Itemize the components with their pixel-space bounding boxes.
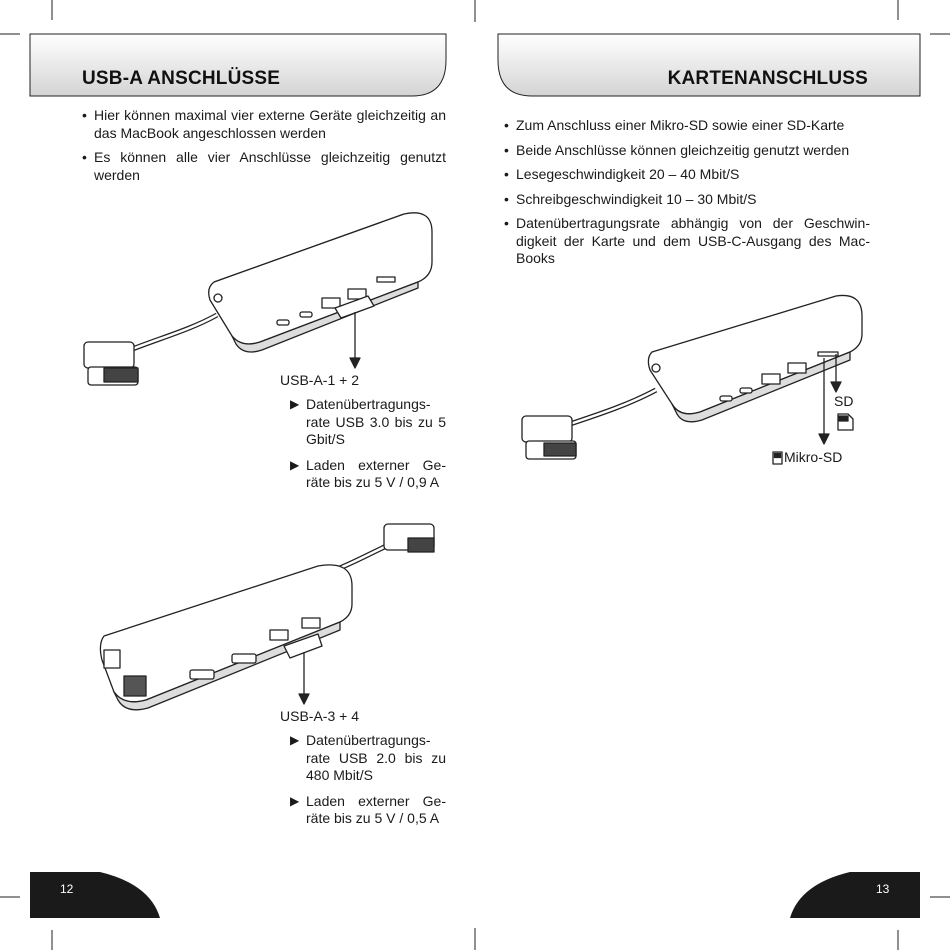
- right-footer-tab: [790, 872, 920, 918]
- right-page-heading: KARTENANSCHLUSS: [667, 68, 868, 89]
- hub-illustration-1: [84, 213, 432, 385]
- callout-1-item-1: ▶ Datenübertragungs-rate USB 3.0 bis zu 5 Gbit/S: [290, 396, 446, 447]
- hub-illustration-3: [522, 295, 862, 464]
- callout-2-item-2: ▶ Laden externer Ge-räte bis zu 5 V / 0,5 A: [290, 792, 446, 826]
- left-page-heading: USB-A ANSCHLÜSSE: [82, 68, 281, 89]
- callout-1-title: USB-A-1 + 2: [280, 372, 359, 388]
- callout-1-specs: [290, 396, 446, 500]
- right-bullet-4: • Schreibgeschwindigkeit 10 – 30 Mbit/S: [504, 191, 870, 209]
- right-bullet-3: • Lesegeschwindigkeit 20 – 40 Mbit/S: [504, 166, 870, 184]
- right-bullet-1: • Zum Anschluss einer Mikro-SD sowie einer SD-Karte: [504, 117, 870, 135]
- callout-2-title: USB-A-3 + 4: [280, 708, 359, 724]
- left-bullet-1: • Hier können maximal vier externe Geräte gleichzeitig an das MacBook angeschlossen werden: [82, 107, 446, 142]
- left-footer-tab: [30, 872, 160, 918]
- triangle-bullet-icon: ▶: [290, 397, 300, 411]
- right-bullet-5: • Datenübertragungsrate abhängig von der Geschwin-digkeit der Karte und dem USB-C-Ausgang des Mac-Books: [504, 215, 870, 268]
- left-bullet-2: • Es können alle vier Anschlüsse gleichzeitig genutzt werden: [82, 149, 446, 184]
- callout-2-item-1: ▶ Datenübertragungs-rate USB 2.0 bis zu 480 Mbit/S: [290, 732, 446, 783]
- triangle-bullet-icon: ▶: [290, 733, 300, 747]
- callout-2-specs: [290, 732, 446, 836]
- callout-1-item-2: ▶ Laden externer Ge-räte bis zu 5 V / 0,9 A: [290, 456, 446, 490]
- sd-label: SD: [834, 393, 854, 409]
- triangle-bullet-icon: ▶: [290, 457, 300, 472]
- right-bullet-2: • Beide Anschlüsse können gleichzeitig genutzt werden: [504, 142, 870, 160]
- right-page-number: 13: [876, 882, 890, 896]
- triangle-bullet-icon: ▶: [290, 793, 300, 808]
- left-page-number: 12: [60, 882, 74, 896]
- left-bullet-list: [82, 107, 446, 191]
- hub-illustration-2: [100, 524, 434, 710]
- micro-sd-label: Mikro-SD: [784, 449, 843, 465]
- right-bullet-list: [504, 117, 870, 275]
